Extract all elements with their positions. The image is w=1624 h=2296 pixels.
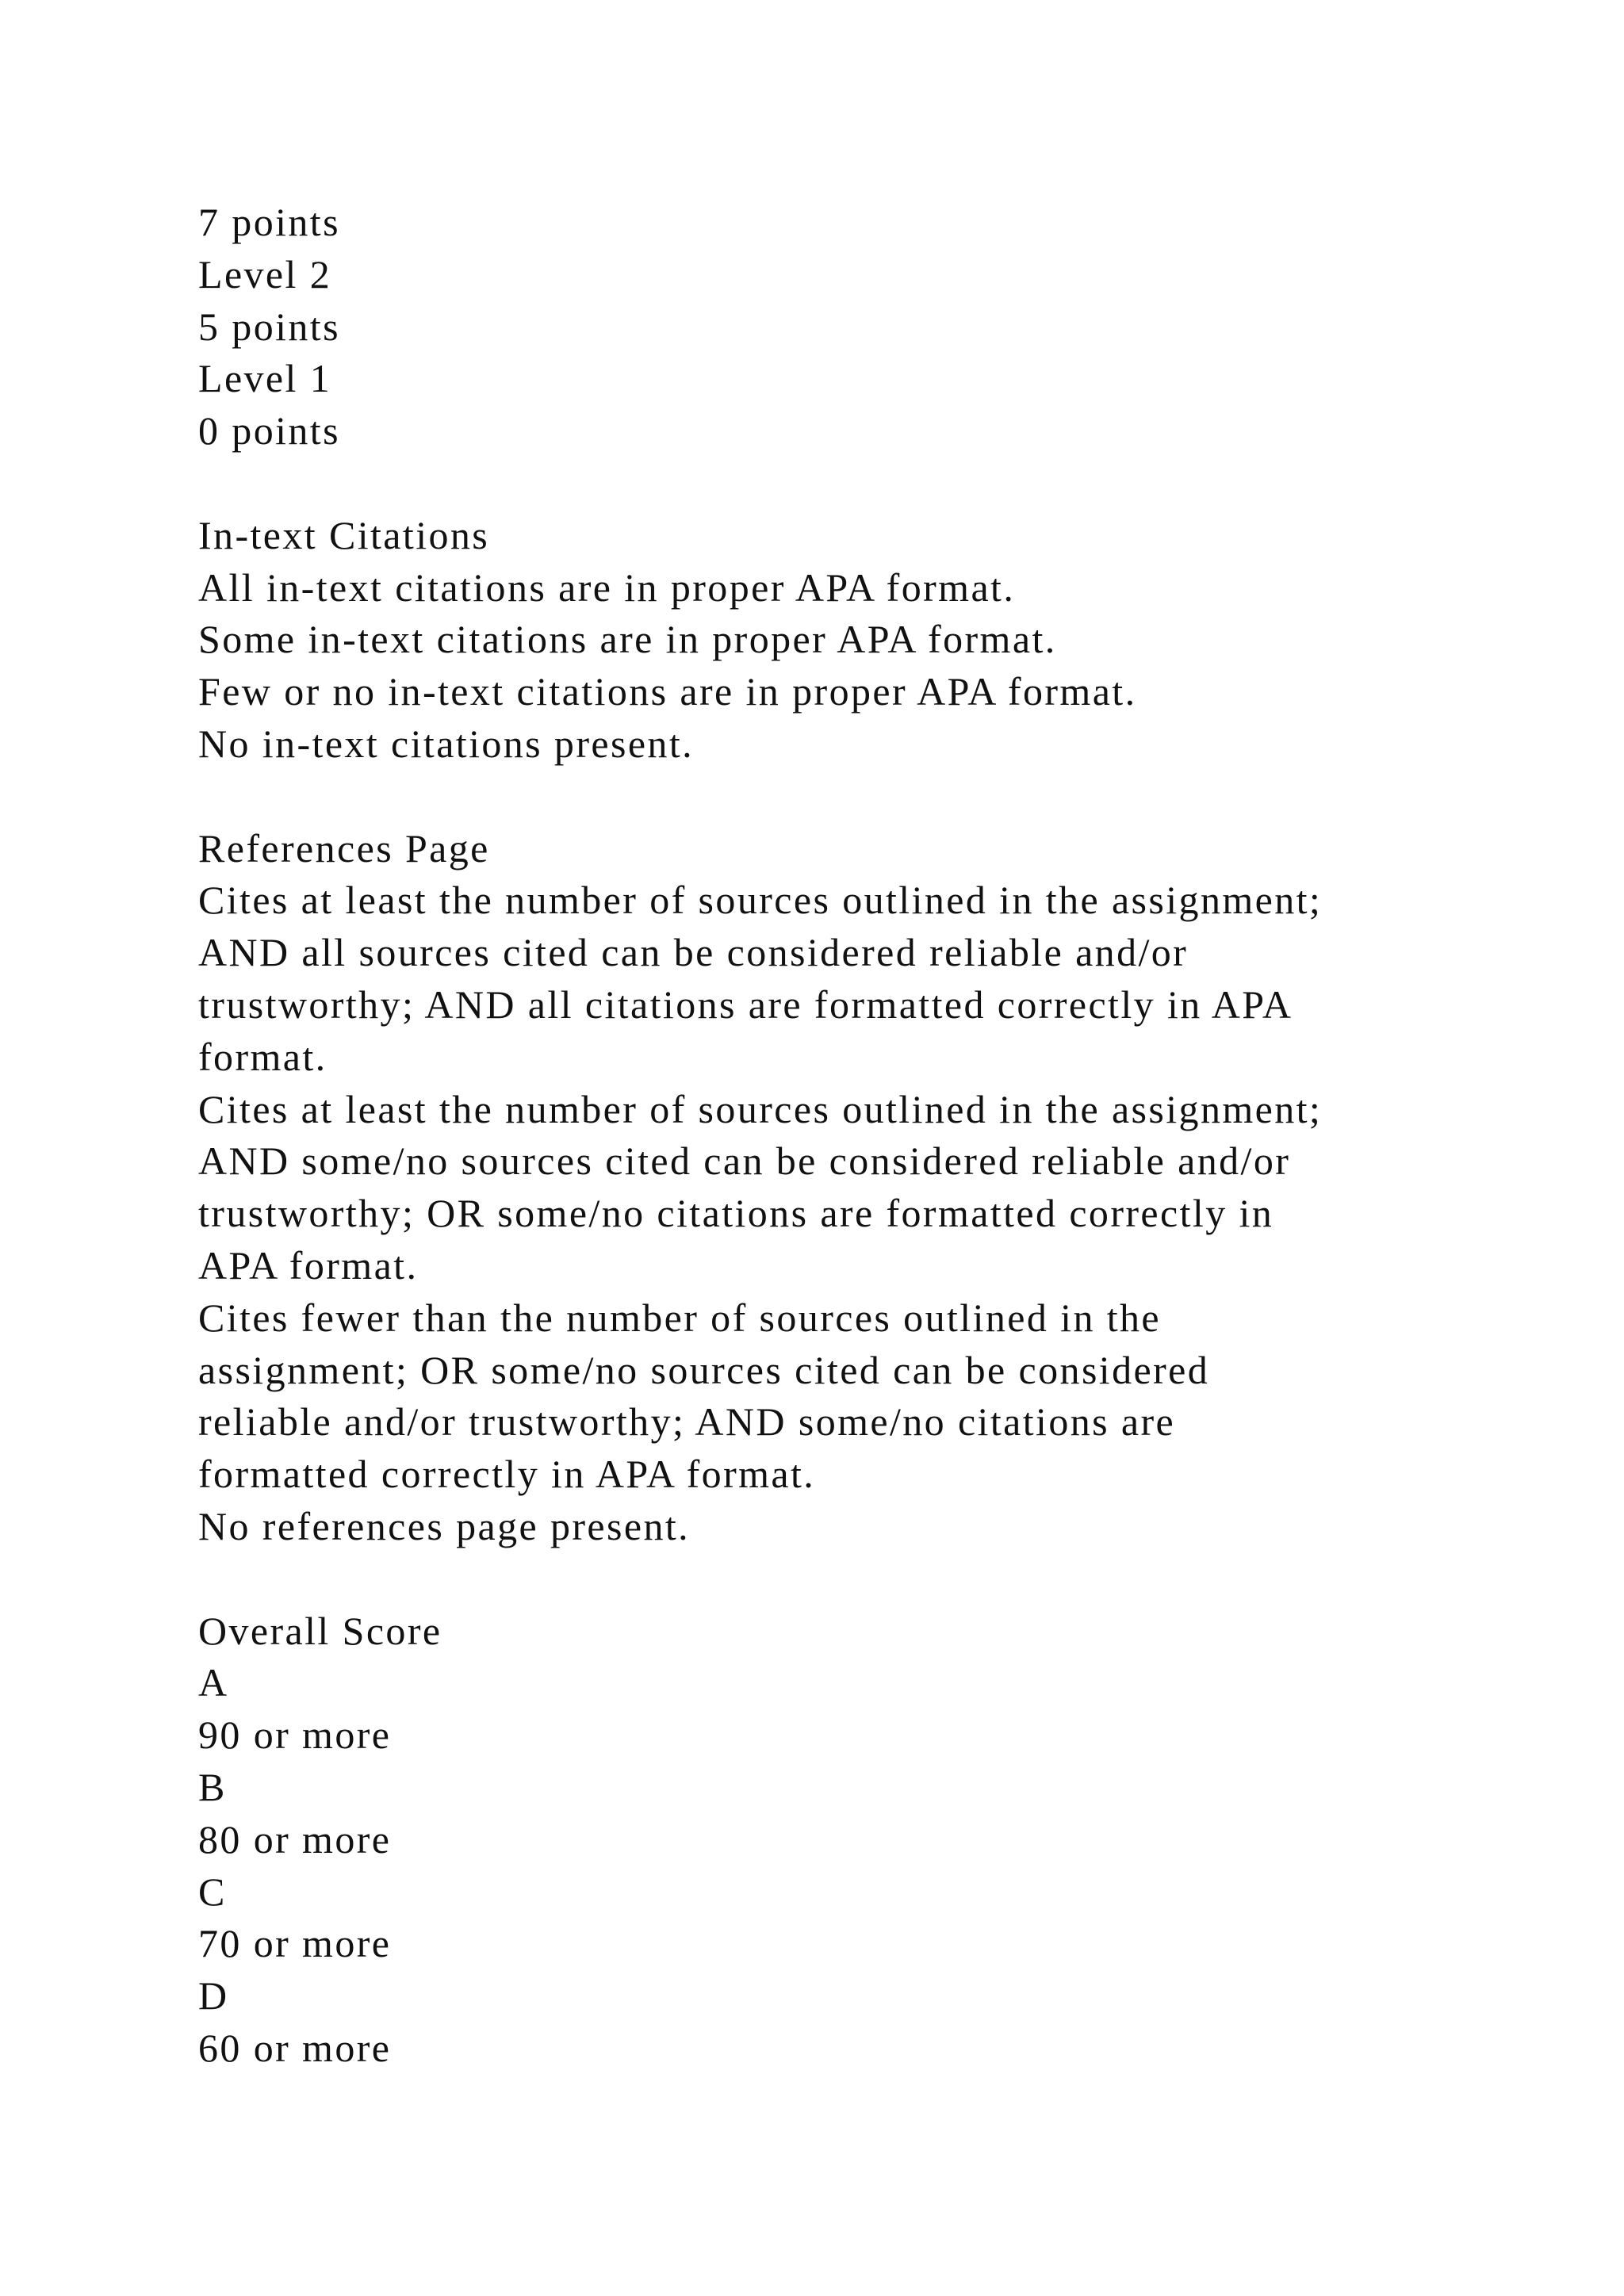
text-line: No in-text citations present.	[198, 721, 695, 766]
text-line: AND all sources cited can be considered reliable and/or	[198, 930, 1189, 975]
document-text	[198, 197, 1467, 2075]
text-line: Some in-text citations are in proper APA format.	[198, 617, 1057, 662]
text-line: trustworthy; AND all citations are formatted correctly in APA	[198, 982, 1293, 1027]
text-line: Few or no in-text citations are in proper APA format.	[198, 669, 1137, 714]
grade-threshold: 80 or more	[198, 1816, 392, 1862]
section-heading-overall-score: Overall Score	[198, 1608, 442, 1653]
grade-letter: D	[198, 1973, 229, 2019]
text-line: All in-text citations are in proper APA format.	[198, 564, 1016, 610]
section-heading-in-text-citations: In-text Citations	[198, 512, 490, 557]
text-line: APA format.	[198, 1242, 419, 1288]
text-line: 0 points	[198, 408, 340, 453]
grade-letter: B	[198, 1764, 227, 1809]
text-line: trustworthy; OR some/no citations are formatted correctly in	[198, 1191, 1274, 1236]
grade-threshold: 90 or more	[198, 1712, 392, 1758]
grade-letter: C	[198, 1869, 227, 1914]
text-line: Cites fewer than the number of sources outlined in the	[198, 1295, 1162, 1340]
text-line: Level 1	[198, 356, 332, 401]
text-line: No references page present.	[198, 1503, 691, 1548]
text-line: 5 points	[198, 304, 340, 349]
text-line: format.	[198, 1034, 327, 1079]
grade-threshold: 60 or more	[198, 2025, 392, 2070]
grade-letter: A	[198, 1660, 229, 1705]
section-heading-references-page: References Page	[198, 825, 490, 871]
text-line: Cites at least the number of sources outlined in the assignment;	[198, 878, 1323, 923]
text-line: Cites at least the number of sources outlined in the assignment;	[198, 1086, 1323, 1131]
text-line: Level 2	[198, 251, 332, 297]
blank-line	[198, 1553, 1467, 1605]
grade-threshold: 70 or more	[198, 1921, 392, 1966]
blank-line	[198, 771, 1467, 823]
text-line: reliable and/or trustworthy; AND some/no citations are	[198, 1399, 1176, 1445]
blank-line	[198, 457, 1467, 510]
text-line: 7 points	[198, 200, 340, 244]
text-line: AND some/no sources cited can be considered reliable and/or	[198, 1138, 1291, 1184]
text-line: formatted correctly in APA format.	[198, 1452, 816, 1497]
text-line: assignment; OR some/no sources cited can be considered	[198, 1347, 1210, 1392]
